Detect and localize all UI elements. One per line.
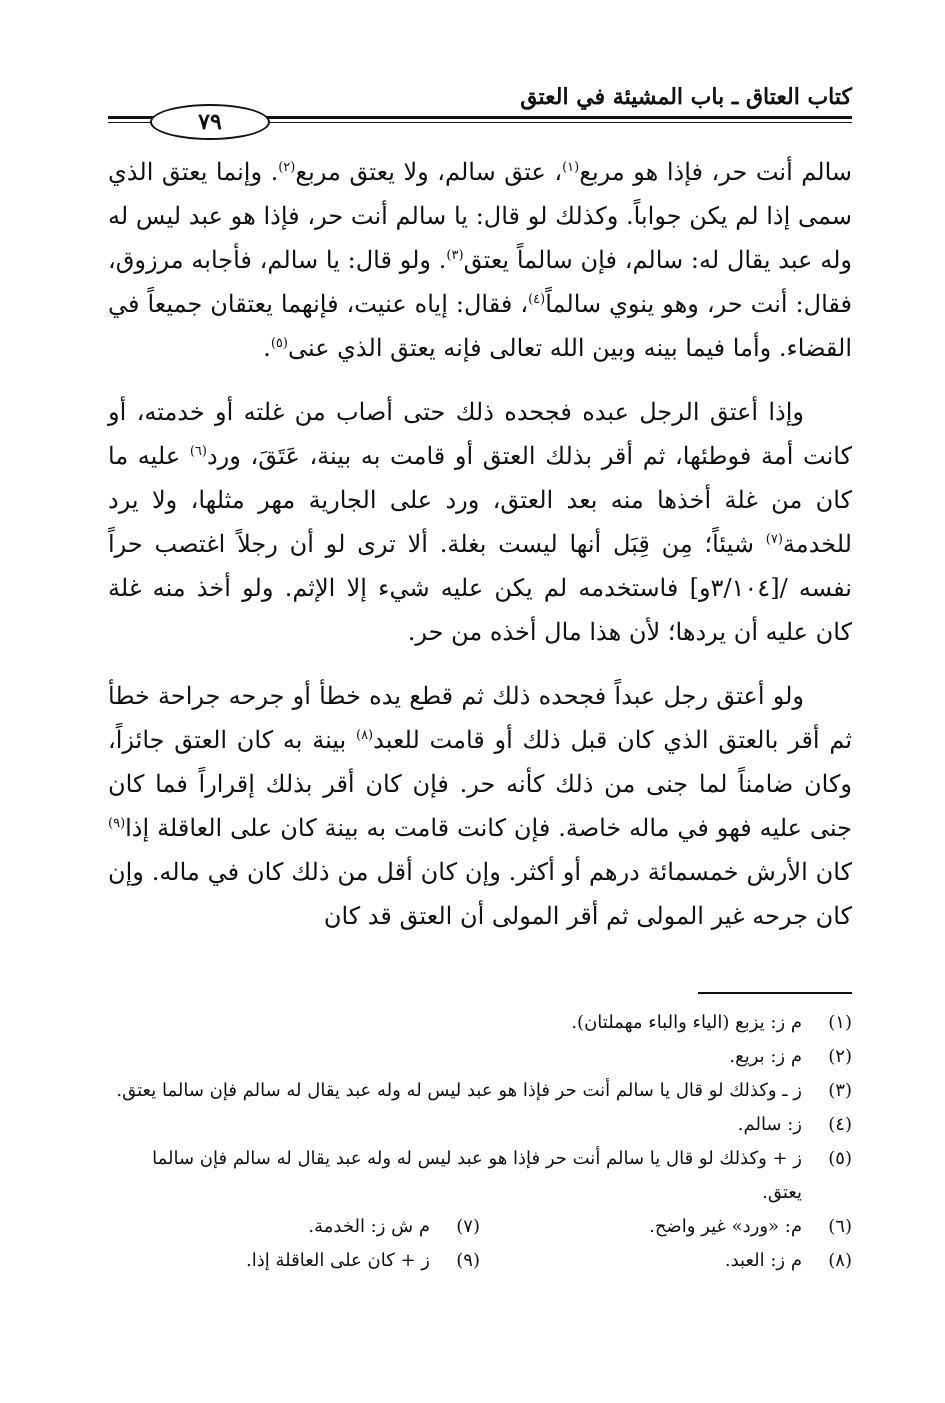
footnote-6: (٦) م: «ورد» غير واضح. <box>649 1216 852 1237</box>
footnote-separator <box>698 992 852 994</box>
footnote-1: (١) م ز: يزبع (الياء والباء مهملتان). <box>571 1012 852 1033</box>
footnote-ref-5: (٥) <box>270 336 288 351</box>
footnote-ref-6: (٦) <box>189 444 207 459</box>
footnote-4: (٤) ز: سالم. <box>737 1114 852 1135</box>
footnotes <box>108 1006 852 1278</box>
footnote-ref-2: (٢) <box>278 160 296 175</box>
footnote-ref-1: (١) <box>562 160 580 175</box>
page-header <box>108 78 852 135</box>
footnote-3: (٣) ز ـ وكذلك لو قال يا سالم أنت حر فإذا هو عبد ليس له وله عبد يقال له سالم فإن سالما يعتق. <box>116 1080 852 1101</box>
footnote-ref-9: (٩) <box>108 816 126 831</box>
footnote-7: (٧) م ش ز: الخدمة. <box>308 1216 480 1237</box>
running-title: كتاب العتاق ـ باب المشيئة في العتق <box>520 84 852 110</box>
paragraph-1: سالم أنت حر، فإذا هو مربع$^{(١)}$، عتق سالم، ولا يعتق مربع$^{(٢)}$. وإنما يعتق الذي سمى إذا لم يكن جواباً. وكذلك لو قال: يا سالم أنت حر، فإذا هو عبد ليس له وله عبد يقال له: سالم، فإن سالماً يعتق$^{(٣)}$. ولو قال: يا سالم، فأجابه مرزوق، فقال: أنت حر، وهو ينوي سالماً$^{(٤)}$، فقال: إياه عنيت، فإنهما يعتقان جميعاً في القضاء. وأما فيما بينه وبين الله تعالى فإنه يعتق الذي عنى$^{(٥)}$. <box>108 158 852 362</box>
footnote-row-6-7 <box>108 1210 852 1244</box>
footnote-ref-4: (٤) <box>528 292 546 307</box>
footnote-row-8-9 <box>108 1244 852 1278</box>
footnote-ref-8: (٨) <box>355 728 374 743</box>
main-text <box>108 150 852 938</box>
footnote-8: (٨) م ز: العبد. <box>724 1250 852 1271</box>
footnote-5: (٥) ز + وكذلك لو قال يا سالم أنت حر فإذا هو عبد ليس له وله عبد يقال له سالم فإن سالما يعتق. <box>152 1148 852 1203</box>
page-number: ٧٩ <box>150 104 270 140</box>
paragraph-3: ولو أعتق رجل عبداً فجحده ذلك ثم قطع يده خطأ أو جرحه جراحة خطأ ثم أقر بالعتق الذي كان قبل ذلك أو قامت للعبد$^{(٨)}$ بينة به كان العتق جائزاً، وكان ضامناً لما جنى من ذلك كأنه حر. فإن كان أقر بذلك إقراراً فما كان جنى عليه فهو في ماله خاصة. فإن كانت قامت به بينة كان على العاقلة إذا$^{(٩)}$ كان الأرش خمسمائة درهم أو أكثر. وإن كان أقل من ذلك كان في ماله. وإن كان جرحه غير المولى ثم أقر المولى أن العتق قد كان <box>108 682 852 930</box>
paragraph-2: وإذا أعتق الرجل عبده فجحده ذلك حتى أصاب من غلته أو خدمته، أو كانت أمة فوطئها، ثم أقر بذلك العتق أو قامت به بينة، عَتَقَ، ورد$^{(٦)}$ عليه ما كان من غلة أخذها منه بعد العتق، ورد على الجارية مهر مثلها، ولا يرد للخدمة$^{(٧)}$ شيئاً؛ مِن قِبَل أنها ليست بغلة. ألا ترى لو أن رجلاً اغتصب حراً نفسه /[٣/١٠٤و] فاستخدمه لم يكن عليه شيء إلا الإثم. ولو أخذ منه غلة كان عليه أن يردها؛ لأن هذا مال أخذه من حر. <box>108 398 853 646</box>
footnote-ref-7: (٧) <box>765 532 783 547</box>
footnote-ref-3: (٣) <box>446 248 464 263</box>
footnote-9: (٩) ز + كان على العاقلة إذا. <box>246 1250 480 1271</box>
footnote-2: (٢) م ز: بريع. <box>729 1046 852 1067</box>
